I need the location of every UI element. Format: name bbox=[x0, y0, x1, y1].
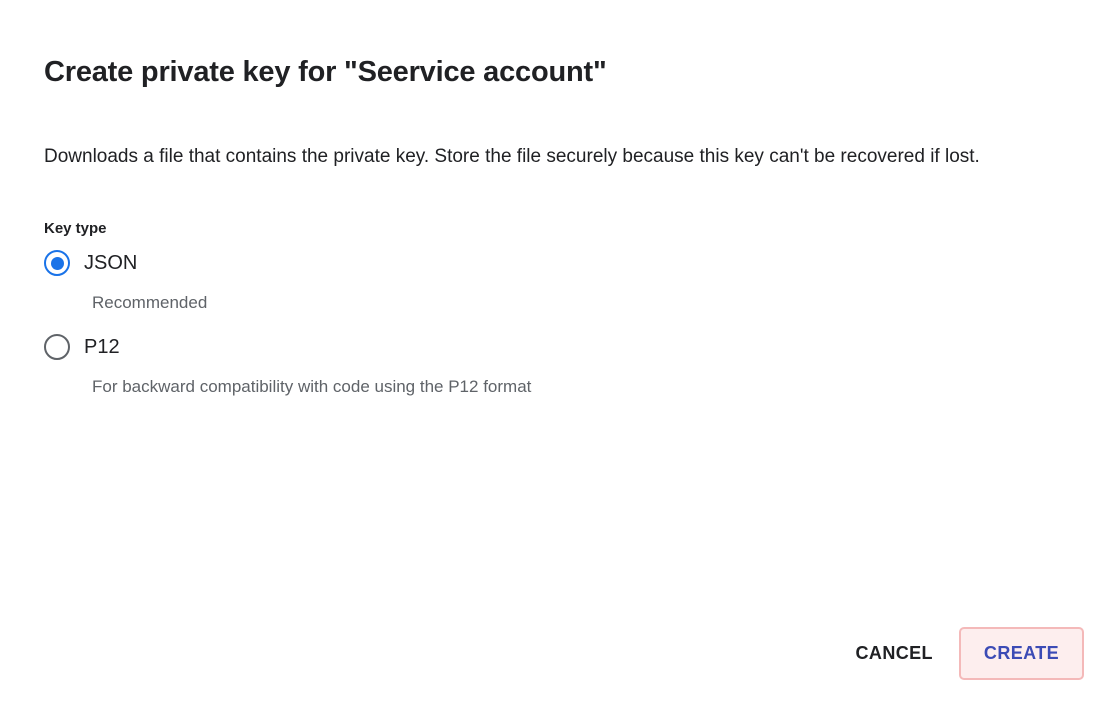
radio-option-p12-label: P12 bbox=[84, 336, 120, 359]
radio-option-p12-sublabel: For backward compatibility with code using the P12 format bbox=[92, 377, 532, 397]
radio-unselected-icon[interactable] bbox=[44, 334, 70, 360]
dialog-description: Downloads a file that contains the private key. Store the file securely because this key can't be recovered if lost. bbox=[44, 145, 980, 167]
radio-option-json-sublabel: Recommended bbox=[92, 293, 208, 313]
create-button[interactable]: CREATE bbox=[959, 627, 1084, 680]
cancel-button[interactable]: CANCEL bbox=[840, 631, 949, 676]
radio-dot bbox=[51, 257, 64, 270]
radio-option-p12[interactable] bbox=[44, 334, 1072, 360]
key-type-radio-group bbox=[44, 237, 1072, 418]
dialog-actions bbox=[840, 627, 1084, 680]
radio-option-json[interactable] bbox=[44, 250, 1072, 276]
page-title: Create private key for "Seervice account" bbox=[44, 56, 607, 88]
radio-option-json-label: JSON bbox=[84, 252, 138, 275]
key-type-label: Key type bbox=[44, 220, 107, 238]
radio-selected-icon[interactable] bbox=[44, 250, 70, 276]
